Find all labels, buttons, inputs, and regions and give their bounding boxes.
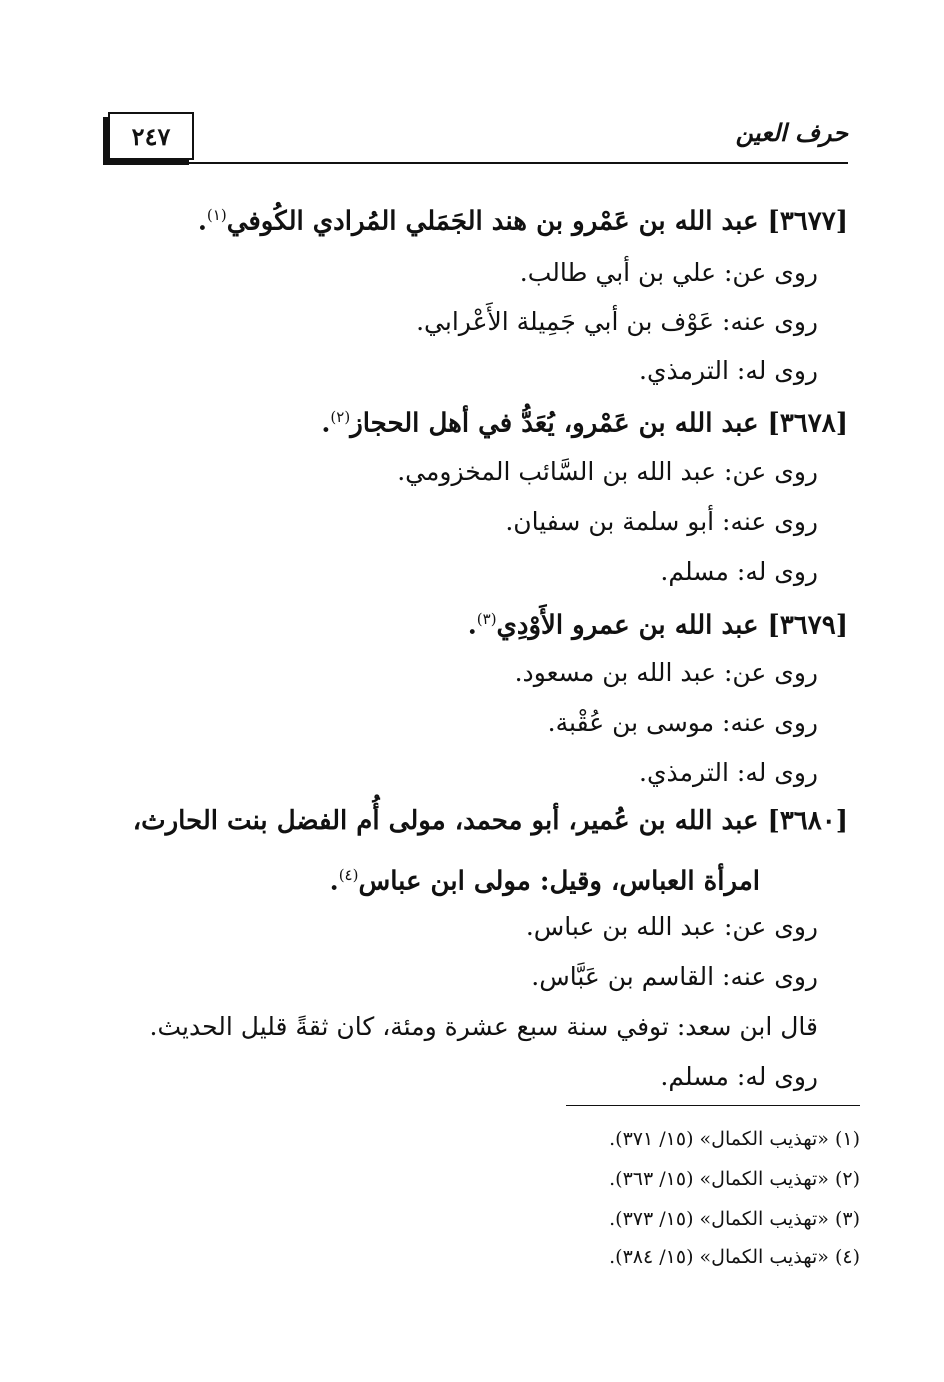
entry-line: روى له: مسلم.	[660, 1062, 818, 1091]
entry-line: قال ابن سعد: توفي سنة سبع عشرة ومئة، كان ثقةً قليل الحديث.	[149, 1012, 818, 1041]
entry-line: روى له: الترمذي.	[639, 758, 818, 787]
entry-heading: [٣٦٧٧] عبد الله بن عَمْرو بن هند الجَمَلي المُرادي الكُوفي$^{(١)}$.	[197, 206, 848, 237]
entry-line: روى عنه: أبو سلمة بن سفيان.	[505, 507, 818, 536]
footnote-marker: (٤)	[338, 866, 359, 884]
entry-heading: [٣٦٨٠] عبد الله بن عُمير، أبو محمد، مولى أُم الفضل بنت الحارث،	[132, 806, 848, 836]
entry-line: روى عنه: القاسم بن عَبَّاس.	[531, 962, 818, 991]
footnote-marker: (١)	[206, 206, 227, 224]
footnote: (٤) «تهذيب الكمال» (١٥/ ٣٨٤).	[609, 1246, 860, 1268]
entry-heading-continued: امرأة العباس، وقيل: مولى ابن عباس$^{(٤)}$.	[329, 866, 760, 897]
footnote: (٢) «تهذيب الكمال» (١٥/ ٣٦٣).	[609, 1168, 860, 1190]
entry-line: روى عنه: موسى بن عُقْبة.	[547, 708, 818, 737]
entry-line: روى عن: عبد الله بن السَّائب المخزومي.	[397, 457, 818, 486]
entry-line: روى عن: عبد الله بن عباس.	[525, 912, 818, 941]
footnote-divider	[566, 1105, 860, 1106]
entry-line: روى له: الترمذي.	[639, 356, 818, 385]
entry-heading: [٣٦٧٩] عبد الله بن عمرو الأَوْدِي$^{(٣)}$.	[467, 610, 848, 641]
page-number: ٢٤٧	[108, 112, 194, 160]
entry-line: روى عنه: عَوْف بن أبي جَمِيلة الأَعْرابي.	[416, 307, 818, 336]
header-divider	[108, 162, 848, 164]
entry-line: روى عن: علي بن أبي طالب.	[519, 258, 818, 287]
footnote-marker: (٣)	[476, 610, 497, 628]
chapter-title: حرف العين	[735, 118, 848, 147]
entry-line: روى له: مسلم.	[660, 557, 818, 586]
footnote-marker: (٢)	[330, 408, 351, 426]
entry-line: روى عن: عبد الله بن مسعود.	[514, 658, 818, 687]
footnote: (١) «تهذيب الكمال» (١٥/ ٣٧١).	[609, 1128, 860, 1150]
entry-heading: [٣٦٧٨] عبد الله بن عَمْرو، يُعَدُّ في أهل الحجاز$^{(٢)}$.	[321, 408, 848, 439]
footnote: (٣) «تهذيب الكمال» (١٥/ ٣٧٣).	[609, 1208, 860, 1230]
